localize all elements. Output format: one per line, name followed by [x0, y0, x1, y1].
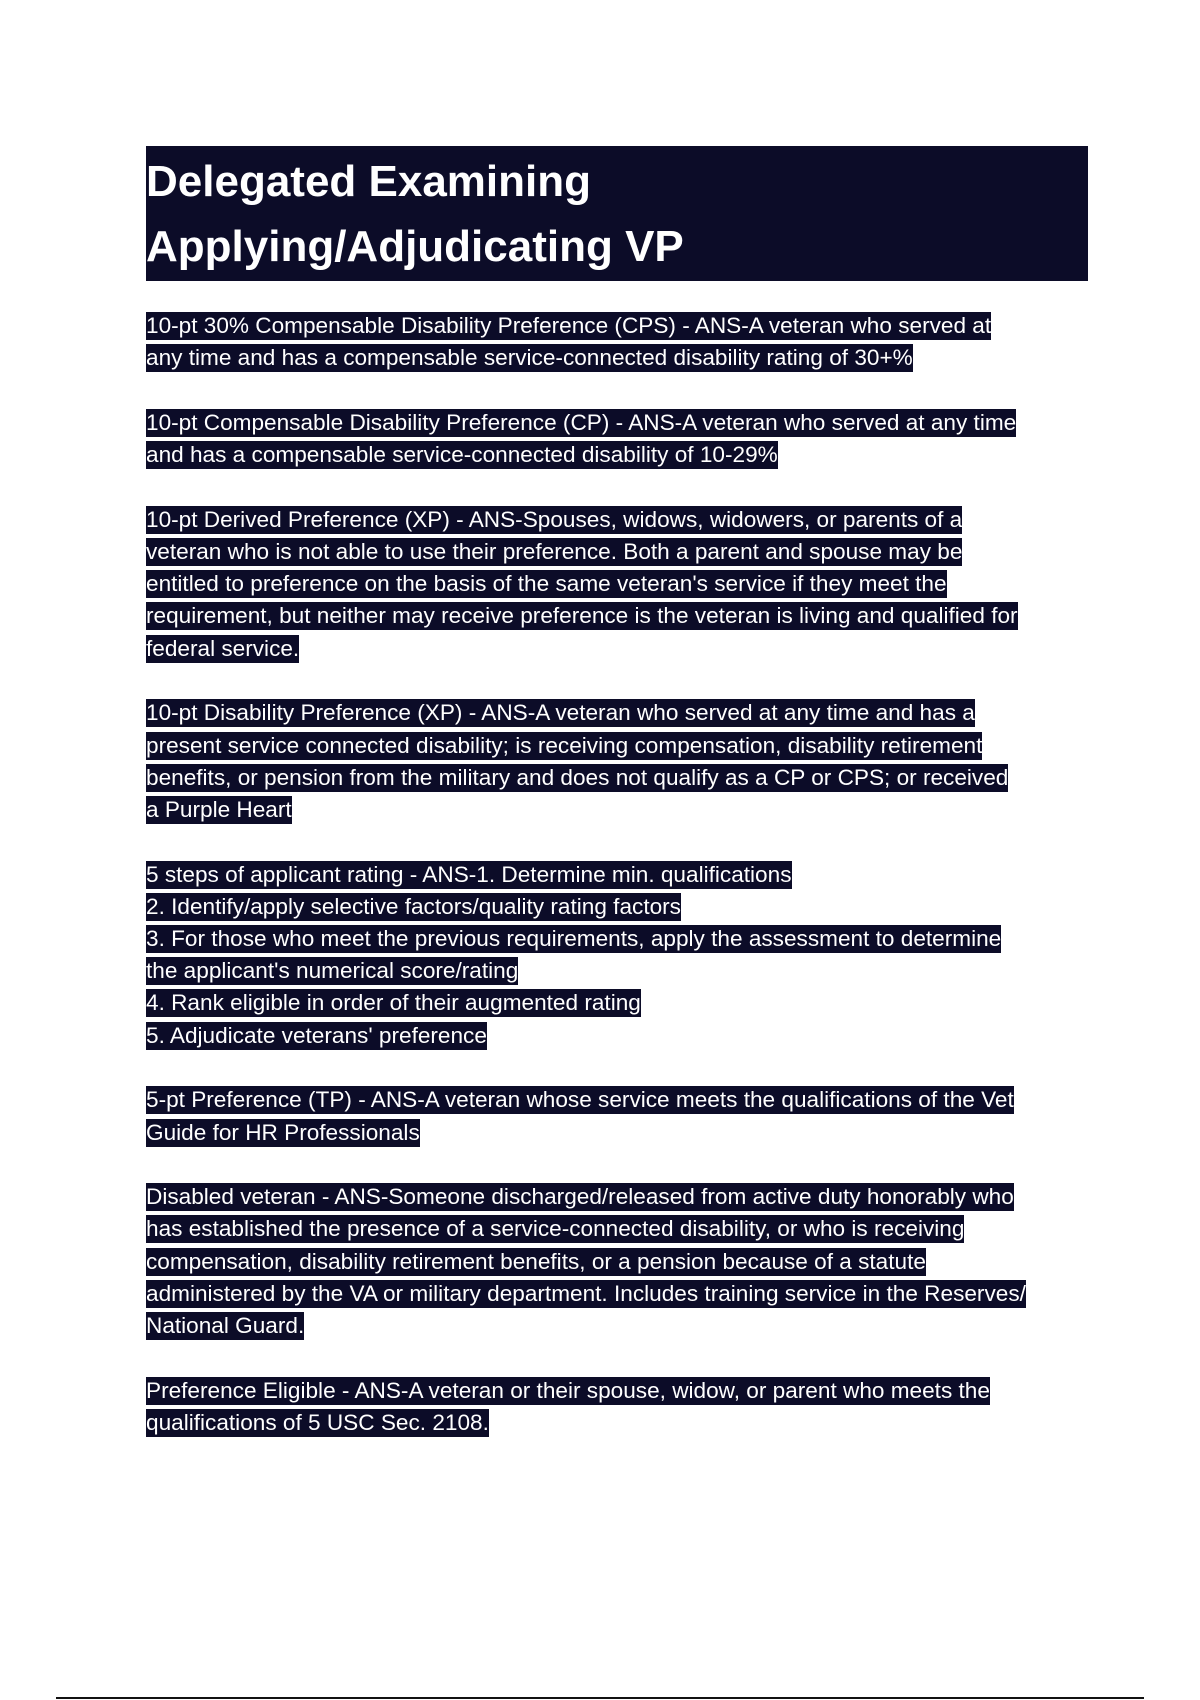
entry-line — [146, 923, 1091, 955]
highlighted-text: a Purple Heart — [146, 796, 292, 822]
highlighted-text: present service connected disability; is receiving compensation, disability retirement — [146, 732, 983, 758]
highlighted-text: 10-pt Derived Preference (XP) - ANS-Spouses, widows, widowers, or parents of a — [146, 506, 963, 532]
entry-line — [146, 600, 1091, 632]
entry-line — [146, 1246, 1091, 1278]
highlighted-text: 5. Adjudicate veterans' preference — [146, 1022, 487, 1048]
entry-line — [146, 762, 1091, 794]
flashcard-list — [146, 310, 1091, 1472]
entry-line — [146, 730, 1091, 762]
entry-line — [146, 987, 1091, 1019]
document-title — [146, 146, 1088, 281]
highlighted-text: any time and has a compensable service-connected disability rating of 30+% — [146, 345, 913, 371]
flashcard-entry — [146, 859, 1091, 1052]
entry-line — [146, 794, 1091, 826]
highlighted-text: qualifications of 5 USC Sec. 2108. — [146, 1409, 489, 1435]
flashcard-entry — [146, 1181, 1091, 1342]
title-line: Applying/Adjudicating VP — [146, 222, 684, 271]
highlighted-text: requirement, but neither may receive preference is the veteran is living and qualified for — [146, 603, 1018, 629]
highlighted-text: Disabled veteran - ANS-Someone discharged/released from active duty honorably who — [146, 1184, 1014, 1210]
entry-line — [146, 1020, 1091, 1052]
entry-line — [146, 1310, 1091, 1342]
entry-line — [146, 1084, 1091, 1116]
highlighted-text: benefits, or pension from the military and does not qualify as a CP or CPS; or received — [146, 764, 1009, 790]
highlighted-text: has established the presence of a service-connected disability, or who is receiving — [146, 1216, 965, 1242]
highlighted-text: Guide for HR Professionals — [146, 1119, 420, 1145]
flashcard-entry — [146, 407, 1091, 471]
flashcard-entry — [146, 1084, 1091, 1148]
entry-line — [146, 1213, 1091, 1245]
highlighted-text: the applicant's numerical score/rating — [146, 958, 519, 984]
entry-line — [146, 342, 1091, 374]
entry-line — [146, 568, 1091, 600]
highlighted-text: 10-pt Compensable Disability Preference (CP) - ANS-A veteran who served at any time — [146, 409, 1017, 435]
entry-line — [146, 536, 1091, 568]
highlighted-text: 5-pt Preference (TP) - ANS-A veteran whose service meets the qualifications of the Vet — [146, 1087, 1014, 1113]
flashcard-entry — [146, 310, 1091, 374]
highlighted-text: 10-pt Disability Preference (XP) - ANS-A veteran who served at any time and has a — [146, 700, 975, 726]
entry-line — [146, 1181, 1091, 1213]
highlighted-text: federal service. — [146, 635, 300, 661]
entry-line — [146, 504, 1091, 536]
entry-line — [146, 1278, 1091, 1310]
entry-line — [146, 1407, 1091, 1439]
highlighted-text: administered by the VA or military department. Includes training service in the Reserves/ — [146, 1280, 1026, 1306]
entry-line — [146, 439, 1091, 471]
entry-line — [146, 697, 1091, 729]
title-line: Delegated Examining — [146, 157, 592, 206]
entry-line — [146, 955, 1091, 987]
highlighted-text: compensation, disability retirement benefits, or a pension because of a statute — [146, 1248, 926, 1274]
highlighted-text: 4. Rank eligible in order of their augmented rating — [146, 990, 641, 1016]
highlighted-text: and has a compensable service-connected disability of 10-29% — [146, 442, 778, 468]
flashcard-entry — [146, 1375, 1091, 1439]
highlighted-text: 3. For those who meet the previous requirements, apply the assessment to determine — [146, 926, 1002, 952]
entry-line — [146, 633, 1091, 665]
highlighted-text: Preference Eligible - ANS-A veteran or their spouse, widow, or parent who meets the — [146, 1377, 990, 1403]
flashcard-entry — [146, 504, 1091, 665]
entry-line — [146, 1117, 1091, 1149]
entry-line — [146, 859, 1091, 891]
highlighted-text: National Guard. — [146, 1313, 305, 1339]
entry-line — [146, 1375, 1091, 1407]
highlighted-text: 5 steps of applicant rating - ANS-1. Determine min. qualifications — [146, 861, 792, 887]
entry-line — [146, 891, 1091, 923]
highlighted-text: 2. Identify/apply selective factors/quality rating factors — [146, 893, 681, 919]
footer-divider — [56, 1697, 1144, 1699]
highlighted-text: veteran who is not able to use their preference. Both a parent and spouse may be — [146, 539, 963, 565]
highlighted-text: 10-pt 30% Compensable Disability Preference (CPS) - ANS-A veteran who served at — [146, 313, 992, 338]
entry-line — [146, 310, 1091, 342]
entry-line — [146, 407, 1091, 439]
highlighted-text: entitled to preference on the basis of the same veteran's service if they meet the — [146, 571, 947, 597]
flashcard-entry — [146, 697, 1091, 826]
